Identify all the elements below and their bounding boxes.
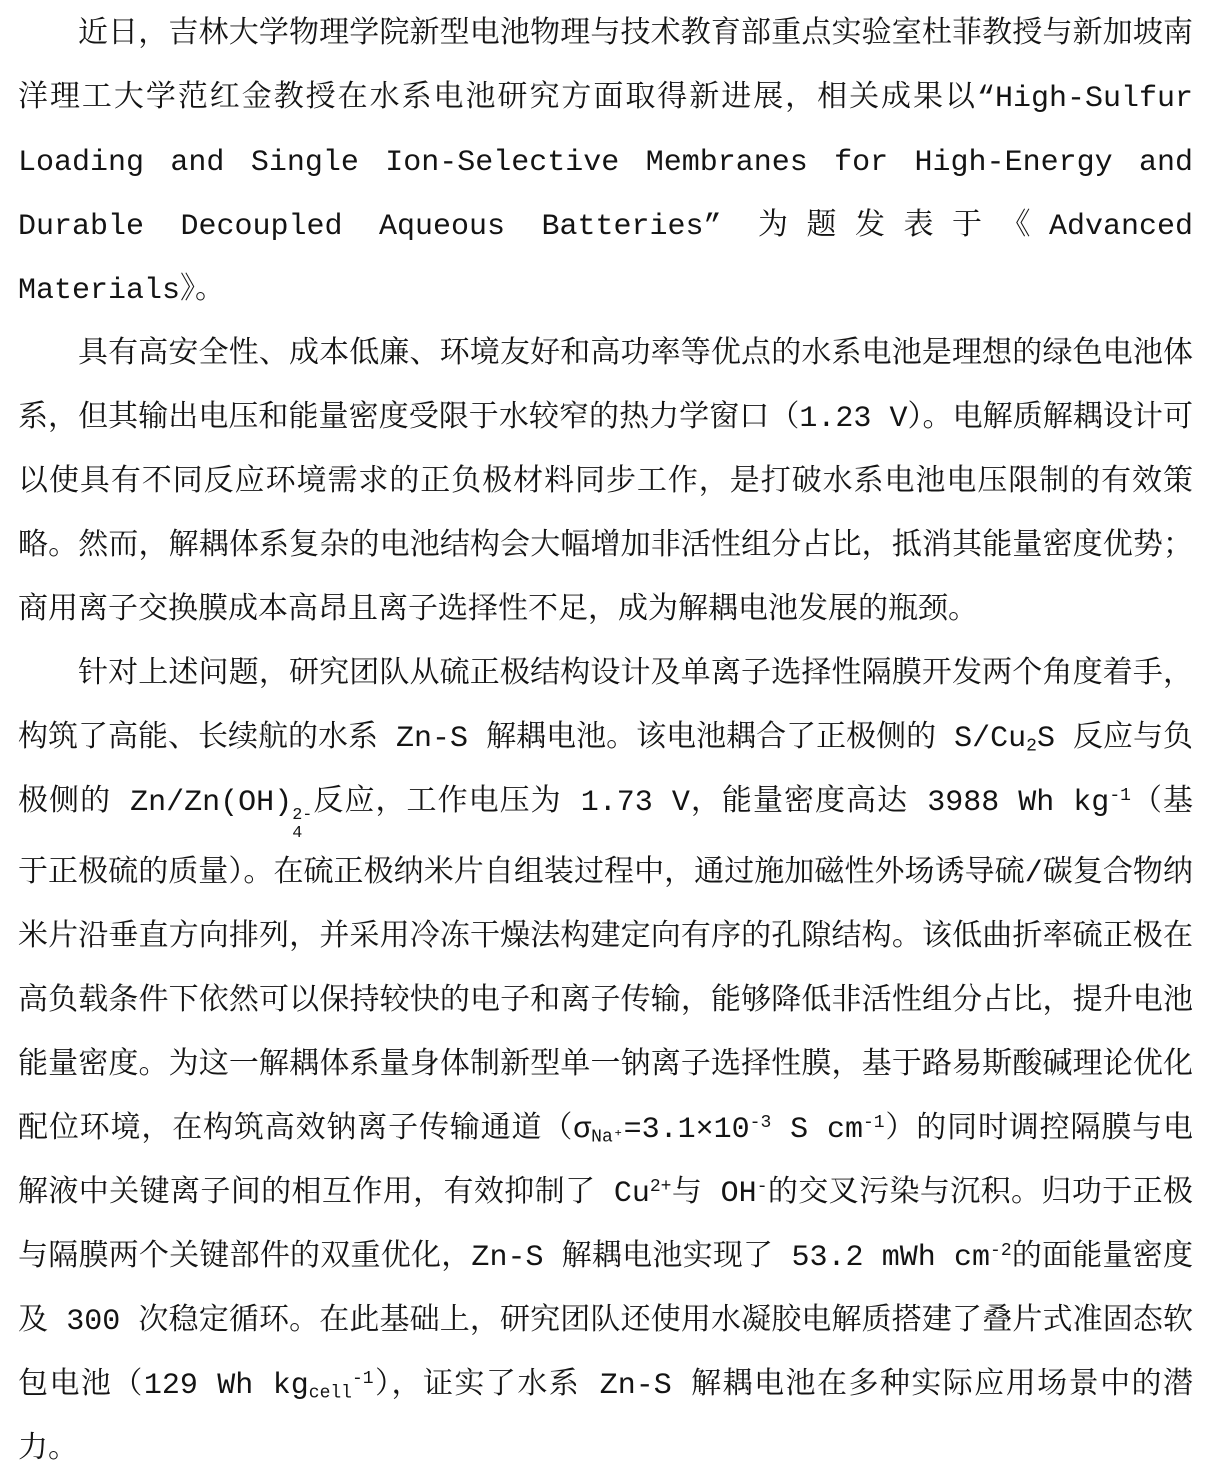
superscript: 2+ <box>649 1177 672 1198</box>
superscript: -1 <box>351 1369 374 1390</box>
text-segment: 反应，工作电压为 1.73 V，能量密度高达 3988 Wh kg <box>312 786 1110 820</box>
paragraph-3 <box>18 643 1193 1482</box>
subscript: 4 <box>292 823 303 843</box>
text-segment: 针对上述问题，研究团队从硫正极结构设计及单离子选择性隔膜开发两个角度着手，构筑了高能、长续航的水系 Zn-S 解耦电池。该电池耦合了正极侧的 S/Cu <box>18 658 1193 756</box>
text-segment: 近日，吉林大学物理学院新型电池物理与技术教育部重点实验室杜菲教授与新加坡南洋理工大学范红金教授在水系电池研究方面取得新进展，相关成果以“High-Sulfur Loading and Single Ion-Selective Membranes for High-Energy and Durable Decoupled Aqueous Batteries” 为题发表于《Advanced Materials》。 <box>18 18 1193 308</box>
text-segment: ），证实了水系 Zn-S 解耦电池在多种实际应用场景中的潜力。 <box>18 1369 1193 1468</box>
text-segment: 的交叉污染与沉积。归功于正极与隔膜两个关键部件的双重优化，Zn-S 解耦电池实现了 53.2 mWh cm <box>18 1177 1194 1276</box>
text-segment: 与 OH <box>671 1177 757 1212</box>
text-segment: ）的同时调控隔膜与电解液中关键离子间的相互作用，有效抑制了 Cu <box>18 1113 1193 1212</box>
text-segment: （基于正极硫的质量）。在硫正极纳米片自组装过程中，通过施加磁性外场诱导硫/碳复合物纳米片沿垂直方向排列，并采用冷冻干燥法构建定向有序的孔隙结构。该低曲折率硫正极在高负载条件下依然可以保持较快的电子和离子传输，能够降低非活性组分占比，提升电池能量密度。为这一解耦体系量身体制新型单一钠离子选择性膜，基于路易斯酸碱理论优化配位环境，在构筑高效钠离子传输通道（σ <box>18 786 1194 1148</box>
superscript: 2- <box>292 806 313 826</box>
text-segment: S 反应与负极侧的 Zn/Zn(OH) <box>18 722 1193 820</box>
document-body <box>18 3 1193 1482</box>
sub-sup-stack <box>292 807 312 842</box>
superscript: - <box>756 1177 768 1198</box>
text-segment: 的面能量密度及 300 次稳定循环。在此基础上，研究团队还使用水凝胶电解质搭建了叠片式准固态软包电池（129 Wh kg <box>18 1241 1193 1404</box>
subscript: cell <box>308 1383 352 1404</box>
subscript: Na⁺ <box>591 1127 624 1148</box>
text-segment: 具有高安全性、成本低廉、环境友好和高功率等优点的水系电池是理想的绿色电池体系，但其输出电压和能量密度受限于水较窄的热力学窗口（1.23 V）。电解质解耦设计可以使具有不同反应环境需求的正负极材料同步工作，是打破水系电池电压限制的有效策略。然而，解耦体系复杂的电池结构会大幅增加非活性组分占比，抵消其能量密度优势；商用离子交换膜成本高昂且离子选择性不足，成为解耦电池发展的瓶颈。 <box>18 338 1193 628</box>
superscript: -1 <box>862 1113 885 1134</box>
superscript: -2 <box>990 1241 1012 1262</box>
text-segment: S cm <box>771 1113 863 1148</box>
subscript: 2 <box>1026 736 1037 757</box>
paragraph-2 <box>18 323 1193 643</box>
text-segment: =3.1×10 <box>623 1113 750 1148</box>
superscript: -3 <box>749 1113 772 1134</box>
paragraph-1 <box>18 3 1193 323</box>
superscript: -1 <box>1109 786 1131 807</box>
